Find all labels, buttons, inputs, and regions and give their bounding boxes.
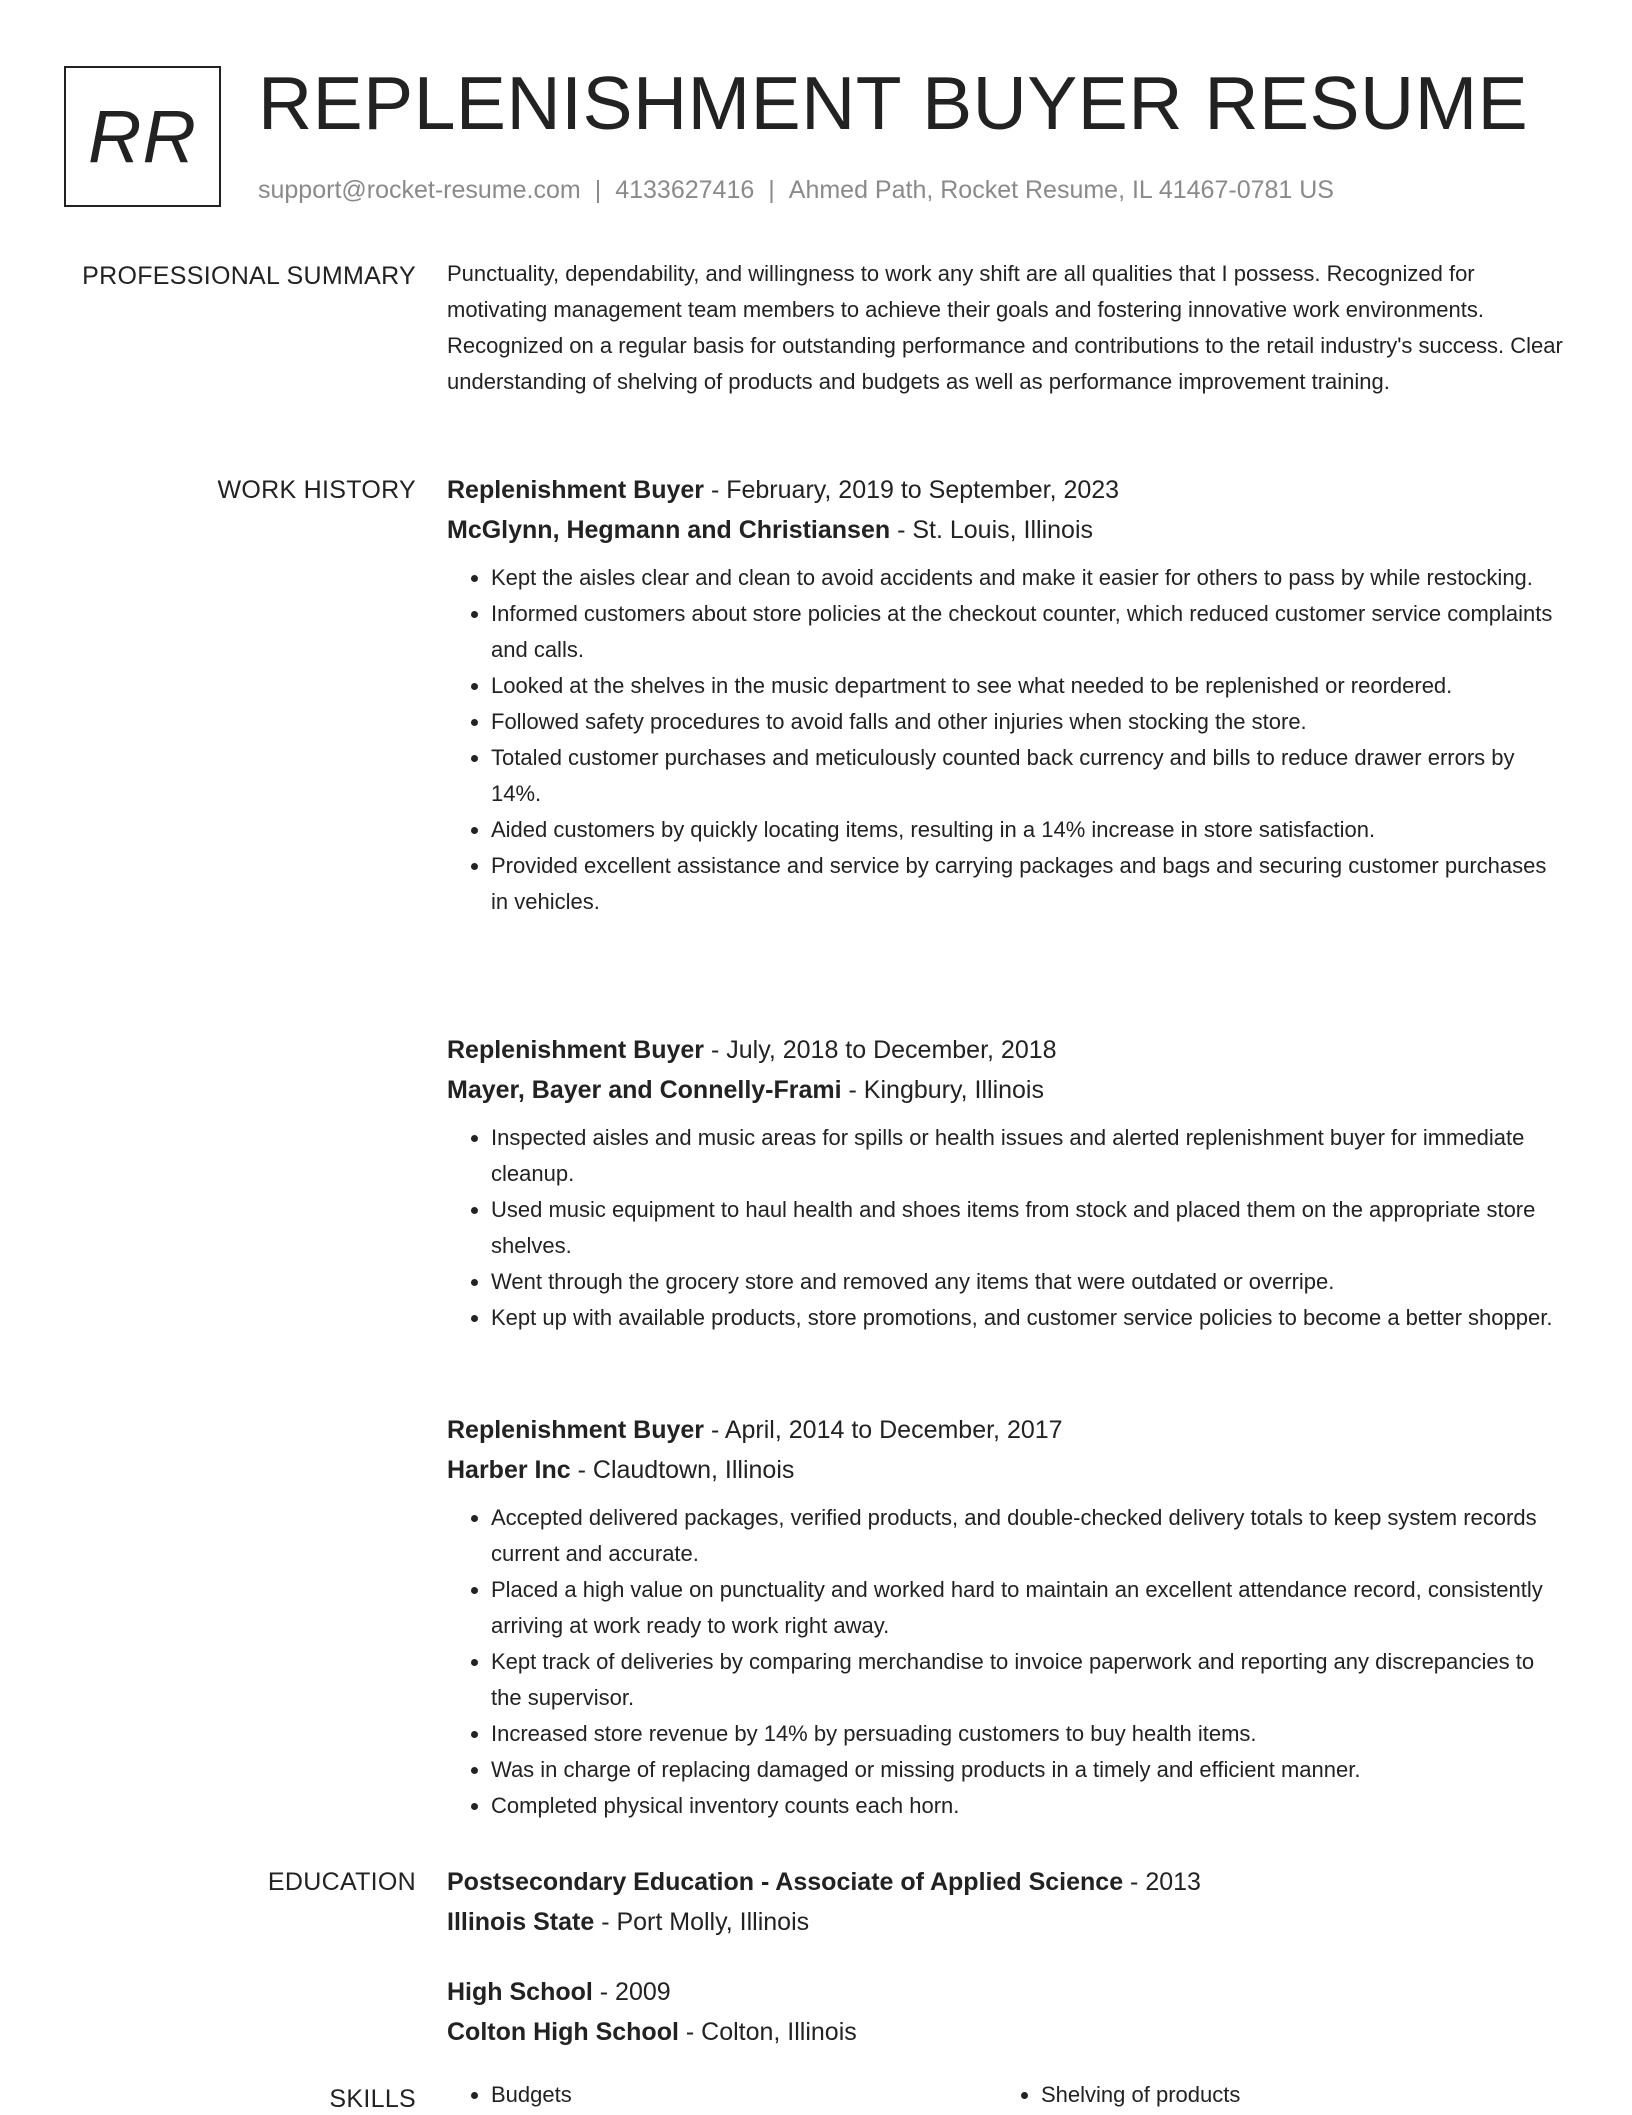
list-item: • Provided excellent assistance and service by carrying packages and bags and securing customer purchases in vehicles. <box>491 848 1567 920</box>
education-degree-line <box>447 1862 1567 1902</box>
section-label-summary: PROFESSIONAL SUMMARY <box>82 262 416 290</box>
job-bullet-list <box>447 1120 1567 1336</box>
list-item: • Kept the aisles clear and clean to avoid accidents and make it easier for others to pass by while restocking. <box>491 560 1567 596</box>
education-degree: Postsecondary Education - Associate of Applied Science <box>447 1868 1124 1896</box>
education-year: - 2009 <box>592 1978 671 2006</box>
list-item: • Completed physical inventory counts each horn. <box>491 1788 1567 1824</box>
job-location: - Kingbury, Illinois <box>841 1076 1044 1104</box>
job-location: - Claudtown, Illinois <box>570 1456 795 1484</box>
job-company: McGlynn, Hegmann and Christiansen <box>447 516 891 544</box>
section-label-education: EDUCATION <box>267 1868 416 1896</box>
contact-email[interactable]: support@rocket-resume.com <box>258 176 581 204</box>
initials-monogram: RR <box>64 66 221 207</box>
job-dates: - February, 2019 to September, 2023 <box>704 476 1120 504</box>
job-entry <box>447 470 1567 920</box>
job-bullet-list <box>447 560 1567 920</box>
list-item: • Looked at the shelves in the music department to see what needed to be replenished or reordered. <box>491 668 1567 704</box>
skills-column-right <box>997 2077 1557 2113</box>
section-label-skills: SKILLS <box>329 2085 416 2113</box>
job-title-line <box>447 1410 1567 1450</box>
education-year: - 2013 <box>1123 1868 1201 1896</box>
summary-section <box>447 256 1567 400</box>
job-title-line <box>447 1030 1567 1070</box>
list-item: • Totaled customer purchases and meticulously counted back currency and bills to reduce drawer errors by 14%. <box>491 740 1567 812</box>
contact-phone[interactable]: 4133627416 <box>615 176 755 204</box>
job-location: - St. Louis, Illinois <box>890 516 1093 544</box>
education-entry <box>447 1862 1567 1942</box>
job-title-line <box>447 470 1567 510</box>
job-bullet-list <box>447 1500 1567 1824</box>
education-school: Colton High School <box>447 2018 679 2046</box>
skill-item: • Budgets <box>491 2077 967 2113</box>
skill-item: • Shelving of products <box>1041 2077 1557 2113</box>
education-degree-line <box>447 1972 1567 2012</box>
job-company: Harber Inc <box>447 1456 571 1484</box>
list-item: • Was in charge of replacing damaged or missing products in a timely and efficient manner. <box>491 1752 1567 1788</box>
contact-line <box>258 174 1334 206</box>
job-entry <box>447 1030 1567 1336</box>
job-title: Replenishment Buyer <box>447 1416 705 1444</box>
list-item: • Placed a high value on punctuality and worked hard to maintain an excellent attendance record, consistently arriving at work ready to work right away. <box>491 1572 1567 1644</box>
list-item: • Aided customers by quickly locating items, resulting in a 14% increase in store satisfaction. <box>491 812 1567 848</box>
summary-text: Punctuality, dependability, and willingness to work any shift are all qualities that I possess. Recognized for motivating management team members to achieve their goals and fostering innovative work environments. Recognized on a regular basis for outstanding performance and contributions to the retail industry's success. Clear understanding of shelving of products and budgets as well as performance improvement training. <box>447 261 1563 394</box>
education-location: - Port Molly, Illinois <box>594 1908 810 1936</box>
list-item: • Accepted delivered packages, verified products, and double-checked delivery totals to keep system records current and accurate. <box>491 1500 1567 1572</box>
education-degree: High School <box>447 1978 593 2006</box>
education-school-line <box>447 2012 1567 2052</box>
education-entry <box>447 1972 1567 2052</box>
list-item: • Kept up with available products, store promotions, and customer service policies to become a better shopper. <box>491 1300 1567 1336</box>
skills-list <box>997 2077 1557 2113</box>
resume-title: REPLENISHMENT BUYER RESUME <box>258 61 1529 145</box>
education-school-line <box>447 1902 1567 1942</box>
list-item: • Inspected aisles and music areas for spills or health issues and alerted replenishment buyer for immediate cleanup. <box>491 1120 1567 1192</box>
list-item: • Used music equipment to haul health and shoes items from stock and placed them on the appropriate store shelves. <box>491 1192 1567 1264</box>
skills-list <box>447 2077 967 2113</box>
job-company: Mayer, Bayer and Connelly-Frami <box>447 1076 842 1104</box>
contact-separator: | <box>594 176 602 204</box>
skills-column-left <box>447 2077 967 2113</box>
education-school: Illinois State <box>447 1908 595 1936</box>
job-entry <box>447 1410 1567 1824</box>
job-dates: - April, 2014 to December, 2017 <box>704 1416 1063 1444</box>
list-item: • Went through the grocery store and removed any items that were outdated or overripe. <box>491 1264 1567 1300</box>
list-item: • Increased store revenue by 14% by persuading customers to buy health items. <box>491 1716 1567 1752</box>
job-company-line <box>447 510 1567 550</box>
list-item: • Informed customers about store policies at the checkout counter, which reduced customer service complaints and calls. <box>491 596 1567 668</box>
job-company-line <box>447 1070 1567 1110</box>
list-item: • Followed safety procedures to avoid falls and other injuries when stocking the store. <box>491 704 1567 740</box>
section-label-work-history: WORK HISTORY <box>217 476 416 504</box>
job-title: Replenishment Buyer <box>447 476 705 504</box>
job-title: Replenishment Buyer <box>447 1036 705 1064</box>
job-company-line <box>447 1450 1567 1490</box>
education-location: - Colton, Illinois <box>678 2018 857 2046</box>
list-item: • Kept track of deliveries by comparing merchandise to invoice paperwork and reporting any discrepancies to the supervisor. <box>491 1644 1567 1716</box>
contact-separator: | <box>768 176 775 204</box>
job-dates: - July, 2018 to December, 2018 <box>704 1036 1057 1064</box>
contact-address: Ahmed Path, Rocket Resume, IL 41467-0781 US <box>788 176 1334 204</box>
